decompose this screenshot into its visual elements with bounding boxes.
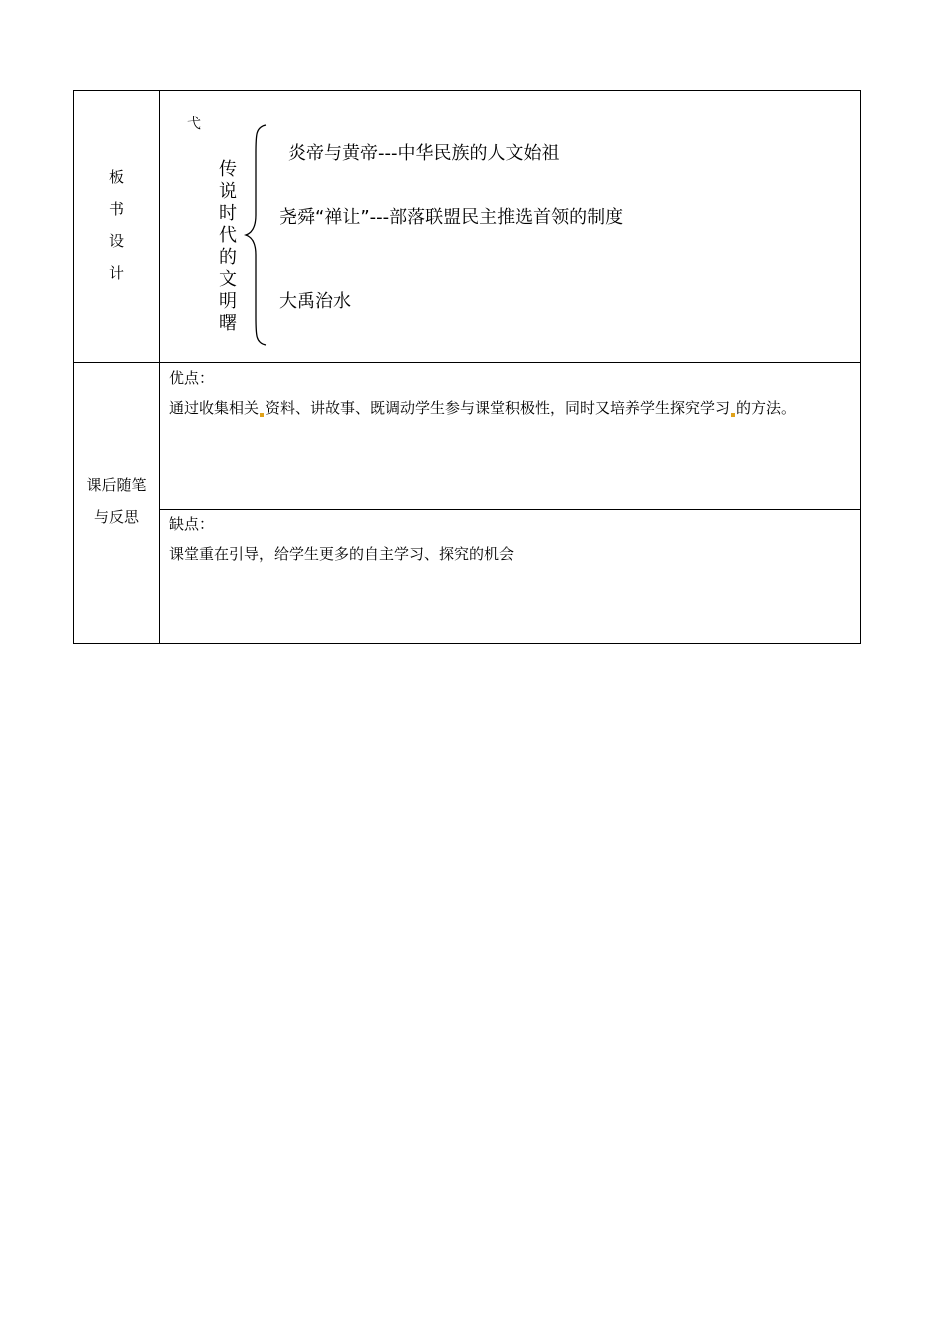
row-divider bbox=[74, 362, 860, 363]
board-title-char: 文 bbox=[219, 269, 237, 290]
advantages-text-part: 的方法。 bbox=[736, 399, 797, 417]
board-title-char: 时 bbox=[219, 203, 237, 224]
reflection-label-line: 课后随笔 bbox=[86, 476, 147, 494]
board-design-label-char: 书 bbox=[108, 200, 124, 218]
board-vertical-title bbox=[217, 159, 239, 335]
board-design-label bbox=[74, 161, 159, 289]
reflection-label-line: 与反思 bbox=[93, 508, 139, 526]
board-title-char: 说 bbox=[219, 181, 237, 202]
reflection-label bbox=[74, 469, 159, 533]
advantages-text-part: 通过收集相关 bbox=[169, 399, 260, 417]
mark-dot bbox=[731, 413, 735, 417]
disadvantages-heading: 缺点： bbox=[169, 515, 215, 533]
advantages-heading: 优点： bbox=[169, 369, 215, 387]
board-line: 尧舜“禅让”---部落联盟民主推选首领的制度 bbox=[279, 207, 624, 228]
advantages-text-part: 资料、讲故事、既调动学生参与课堂积极性，同时又培养学生探究学习 bbox=[265, 399, 731, 417]
column-divider bbox=[159, 91, 160, 643]
board-design-label-char: 设 bbox=[108, 232, 124, 250]
board-design-label-char: 计 bbox=[108, 264, 124, 282]
board-title-char: 曙 bbox=[219, 313, 237, 334]
board-title-char: 的 bbox=[219, 247, 237, 268]
board-title-char: 代 bbox=[219, 225, 237, 246]
board-design-label-char: 板 bbox=[108, 168, 124, 186]
board-title-char: 明 bbox=[219, 291, 237, 312]
board-title-char: 传 bbox=[219, 159, 237, 180]
board-line: 炎帝与黄帝---中华民族的人文始祖 bbox=[288, 143, 560, 164]
board-line: 大禹治水 bbox=[279, 291, 351, 312]
advantages-text bbox=[169, 393, 859, 423]
curly-brace bbox=[244, 123, 272, 347]
mark-dot bbox=[260, 413, 264, 417]
stray-mark: 弋 bbox=[187, 116, 201, 132]
reflection-divider bbox=[160, 509, 861, 510]
disadvantages-text: 课堂重在引导，给学生更多的自主学习、探究的机会 bbox=[169, 545, 515, 563]
lesson-table bbox=[73, 90, 861, 644]
